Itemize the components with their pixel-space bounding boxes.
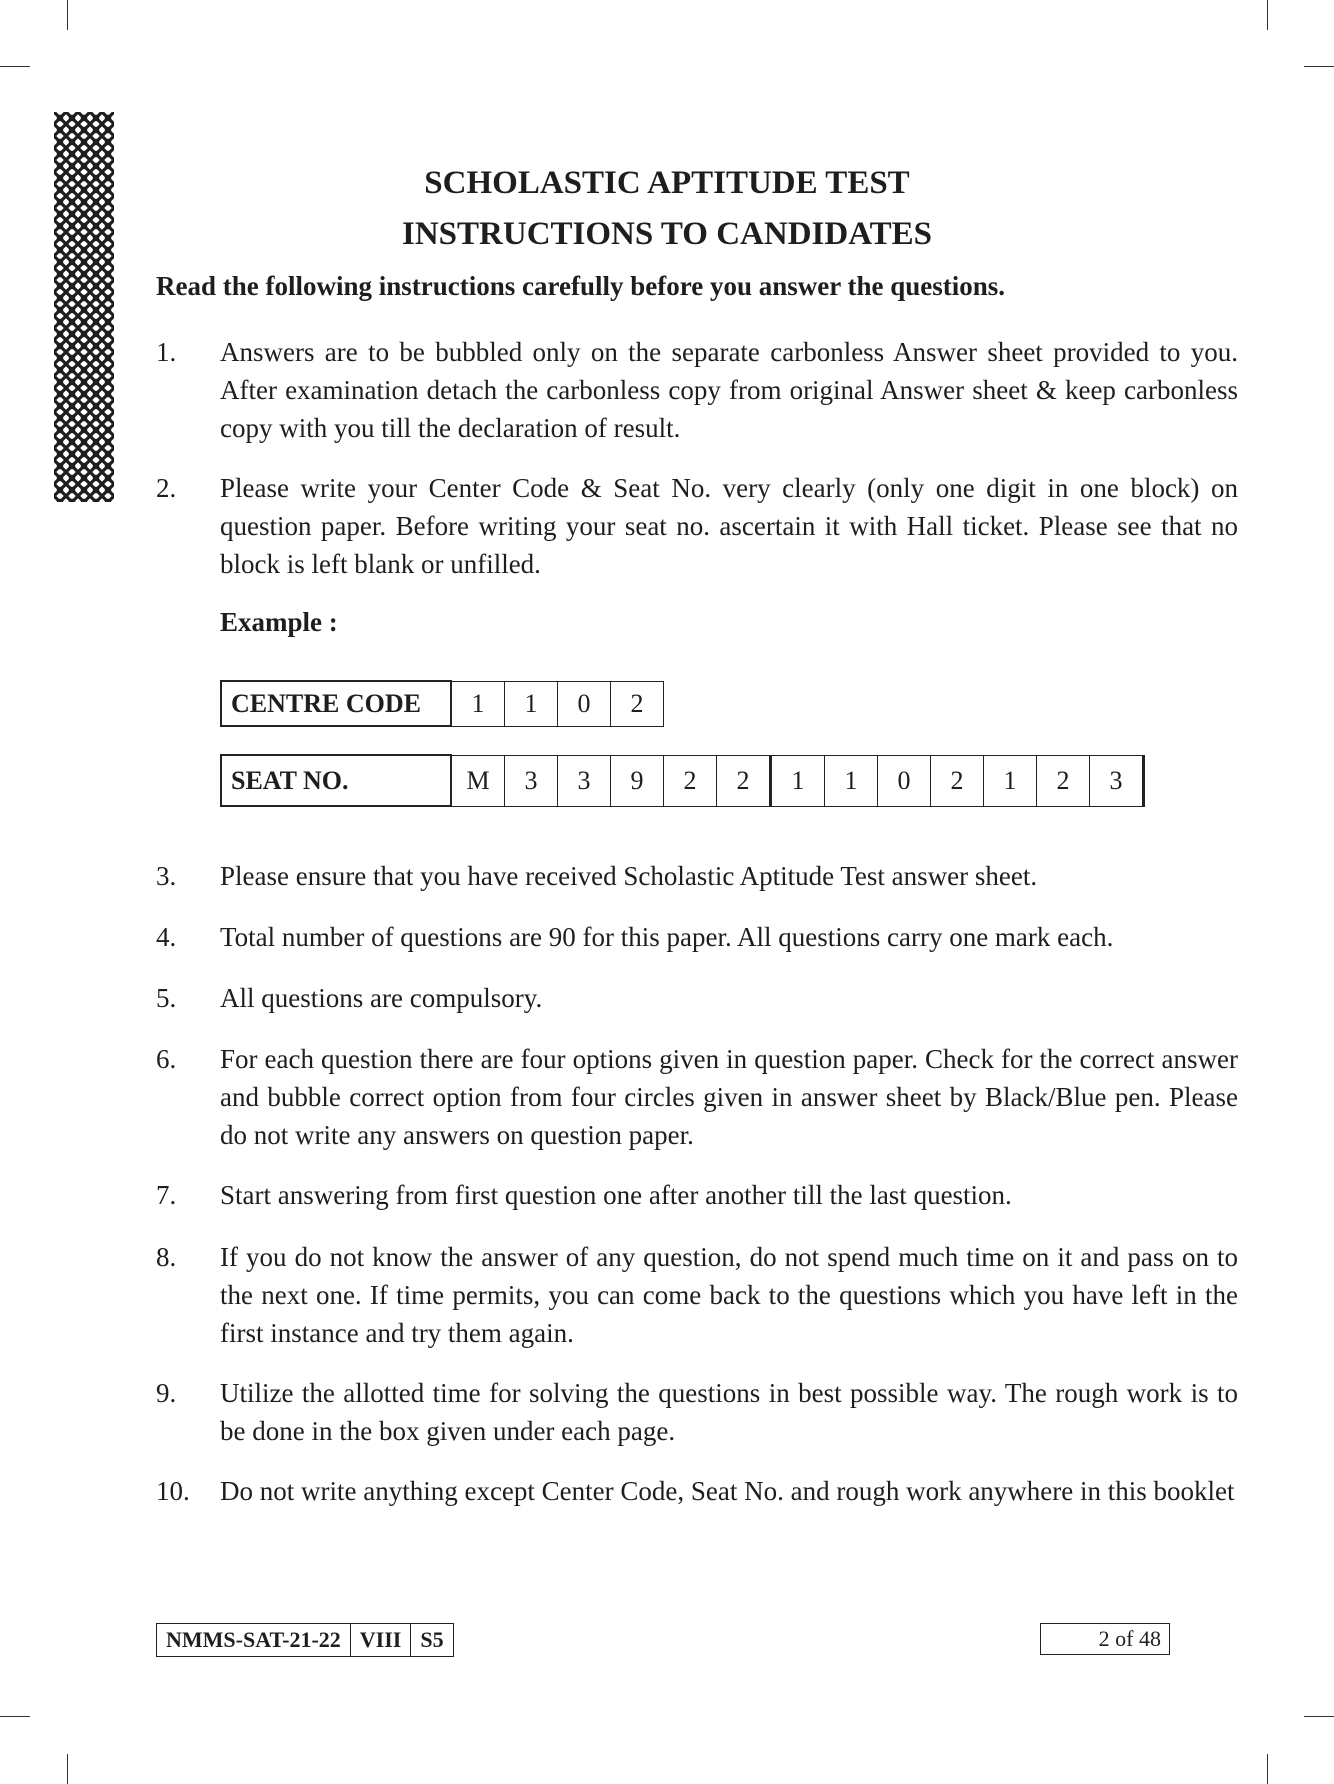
seat-no-digit: 1 (825, 755, 878, 806)
page-title: SCHOLASTIC APTITUDE TEST (424, 165, 910, 201)
class-code: VIII (350, 1624, 411, 1657)
instruction-text: Total number of questions are 90 for this paper. All questions carry one mark each. (220, 922, 1114, 952)
crop-mark (0, 1716, 30, 1717)
crop-mark (67, 1754, 68, 1784)
centre-code-digit: 0 (558, 681, 611, 726)
crop-mark (1267, 0, 1268, 30)
centre-code-table (220, 680, 664, 727)
crop-mark (0, 66, 30, 67)
centre-code-label: CENTRE CODE (221, 681, 451, 726)
seat-no-digit: 1 (984, 755, 1037, 806)
seat-no-digit: 3 (1090, 755, 1144, 806)
instruction-number: 5. (156, 983, 177, 1013)
instruction-text: If you do not know the answer of any question, do not spend much time on it and pass on to the next one. If time permits, you can come back to the questions which you have left in the first instance and try them again. (220, 1242, 1238, 1348)
example-label: Example : (220, 607, 338, 637)
crop-mark (1304, 66, 1334, 67)
instruction-number: 2. (156, 473, 177, 503)
crop-mark (1267, 1754, 1268, 1784)
page-number: 2 of 48 (1040, 1623, 1170, 1655)
set-code: S5 (411, 1624, 453, 1657)
seat-no-digit: 2 (664, 755, 717, 806)
seat-no-digit: 2 (717, 755, 771, 806)
seat-no-label: SEAT NO. (221, 755, 451, 806)
instruction-number: 10. (156, 1476, 190, 1506)
instruction-text: All questions are compulsory. (220, 983, 543, 1013)
seat-no-digit: 2 (931, 755, 984, 806)
centre-code-digit: 2 (611, 681, 664, 726)
instruction-number: 7. (156, 1180, 177, 1210)
instruction-text: Answers are to be bubbled only on the separate carbonless Answer sheet provided to you. After examination detach the carbonless copy from original Answer sheet & keep carbonless copy with you till the declaration of result. (220, 337, 1238, 443)
seat-no-digit: 1 (771, 755, 825, 806)
instruction-text: Do not write anything except Center Code, Seat No. and rough work anywhere in this booklet (220, 1476, 1235, 1506)
paper-code: NMMS-SAT-21-22 (157, 1624, 351, 1657)
instruction-text: Start answering from first question one after another till the last question. (220, 1180, 1012, 1210)
seat-no-digit: 0 (878, 755, 931, 806)
seat-no-table (220, 754, 1145, 807)
seat-no-digit: 3 (505, 755, 558, 806)
centre-code-digit: 1 (451, 681, 505, 726)
paper-code-box (156, 1623, 454, 1657)
lead-instruction: Read the following instructions carefully before you answer the questions. (156, 271, 1006, 301)
instruction-number: 8. (156, 1242, 177, 1272)
instruction-text: Please write your Center Code & Seat No. very clearly (only one digit in one block) on question paper. Before writing your seat no. ascertain it with Hall ticket. Please see that no block is left blank or unfilled. (220, 473, 1238, 579)
crop-mark (67, 0, 68, 30)
seat-no-digit: 2 (1037, 755, 1090, 806)
centre-code-digit: 1 (505, 681, 558, 726)
seat-no-digit: 3 (558, 755, 611, 806)
instruction-text: Please ensure that you have received Scholastic Aptitude Test answer sheet. (220, 861, 1038, 891)
page-subtitle: INSTRUCTIONS TO CANDIDATES (402, 216, 932, 252)
seat-no-digit: 9 (611, 755, 664, 806)
seat-no-digit: M (451, 755, 505, 806)
instruction-text: Utilize the allotted time for solving the questions in best possible way. The rough work is to be done in the box given under each page. (220, 1378, 1238, 1446)
instruction-number: 9. (156, 1378, 177, 1408)
instruction-number: 3. (156, 861, 177, 891)
instruction-number: 6. (156, 1044, 177, 1074)
instruction-number: 1. (156, 337, 177, 367)
instruction-number: 4. (156, 922, 177, 952)
crop-mark (1304, 1716, 1334, 1717)
instruction-text: For each question there are four options given in question paper. Check for the correct answer and bubble correct option from four circles given in answer sheet by Black/Blue pen. Please do not write any answers on question paper. (220, 1044, 1238, 1150)
